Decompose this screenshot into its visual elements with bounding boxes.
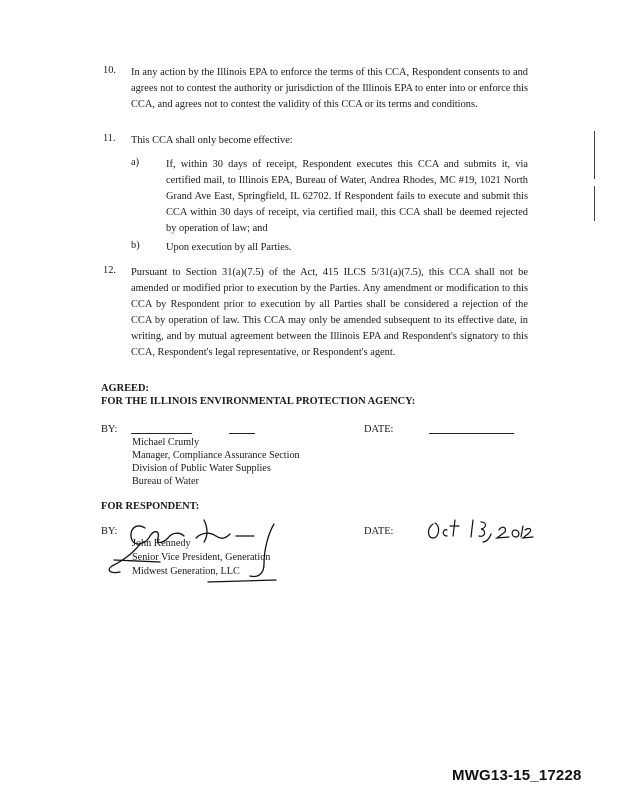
agency-signature-line	[229, 433, 255, 434]
agency-date-line	[429, 433, 514, 434]
agency-date-label: DATE:	[364, 424, 394, 435]
bates-number: MWG13-15_17228	[452, 767, 582, 784]
respondent-signer-company: Midwest Generation, LLC	[132, 566, 240, 577]
item-11-number: 11.	[103, 133, 116, 144]
agreed-heading: AGREED:	[101, 383, 149, 394]
respondent-by-label: BY:	[101, 526, 118, 537]
item-10-number: 10.	[103, 65, 116, 76]
agency-signer-division: Division of Public Water Supplies	[132, 463, 271, 474]
agency-signer-bureau: Bureau of Water	[132, 476, 199, 487]
item-11-text: This CCA shall only become effective:	[131, 135, 293, 146]
item-12-number: 12.	[103, 265, 116, 276]
item-12-text: Pursuant to Section 31(a)(7.5) of the Act, 415 ILCS 5/31(a)(7.5), this CCA shall not be amended or modified prior to execution by the Parties. Any amendment or modification to this CCA by Respondent prior to execution by all Parties shall be considered a rejection of the CCA by operation of law. This CCA may only be amended subsequent to its effective date, in writing, and by mutual agreement between the Illinois EPA and Respondent's signatory to this CCA, Respondent's legal representative, or Respondent's agent.	[131, 267, 528, 358]
agency-by-label: BY:	[101, 424, 118, 435]
respondent-signature	[100, 510, 290, 590]
respondent-signer-title: Senior Vice President, Generation	[132, 552, 271, 563]
agency-signer-name: Michael Crumly	[132, 437, 200, 448]
item-11b-label: b)	[131, 240, 140, 251]
margin-change-bar	[594, 186, 595, 221]
agency-signer-title: Manager, Compliance Assurance Section	[132, 450, 300, 461]
respondent-date-label: DATE:	[364, 526, 394, 537]
handwritten-date	[425, 514, 535, 546]
respondent-heading: FOR RESPONDENT:	[101, 501, 200, 512]
agency-heading: FOR THE ILLINOIS ENVIRONMENTAL PROTECTION AGENCY:	[101, 396, 416, 407]
handwritten-date-value: Oct 15, 2012	[425, 514, 431, 515]
respondent-signer-name: John Kennedy	[132, 538, 191, 549]
item-10-text: In any action by the Illinois EPA to enforce the terms of this CCA, Respondent consents to and agrees not to contest the authority or jurisdiction of the Illinois EPA to enter into or enforce this CCA, and agrees not to contest the validity of this CCA or its terms and conditions.	[131, 67, 528, 110]
agency-signature-line	[131, 433, 192, 434]
margin-change-bar	[594, 131, 595, 179]
item-11a-label: a)	[131, 157, 140, 168]
item-11a-text: If, within 30 days of receipt, Respondent executes this CCA and submits it, via certified mail, to Illinois EPA, Bureau of Water, Andrea Rhodes, MC #19, 1021 North Grand Ave East, Springfield, IL 62702. If Respondent fails to execute and submit this CCA within 30 days of receipt, via certified mail, this CCA shall be deemed rejected by operation of law; and	[166, 159, 528, 234]
item-11b-text: Upon execution by all Parties.	[166, 242, 292, 253]
